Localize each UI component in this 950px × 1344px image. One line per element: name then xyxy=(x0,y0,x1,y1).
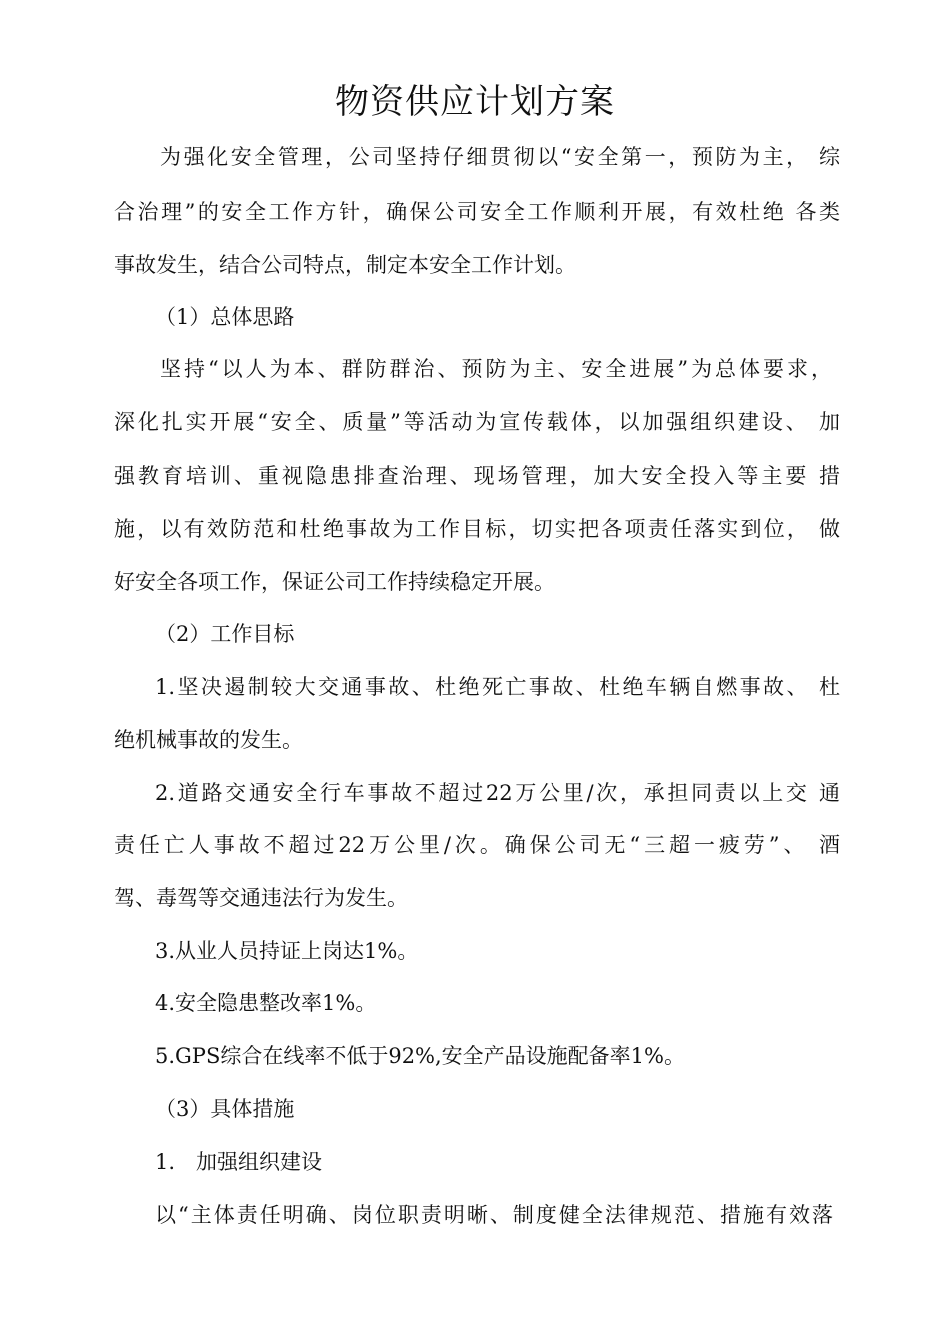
paragraph-line: 施，以有效防范和杜绝事故为工作目标，切实把各项责任落实到位， 做 xyxy=(114,517,840,541)
section-heading: （2）工作目标 xyxy=(155,622,295,646)
paragraph-line: 好安全各项工作，保证公司工作持续稳定开展。 xyxy=(114,570,555,594)
paragraph-line: 5.GPS综合在线率不低于92%,安全产品设施配备率1%。 xyxy=(155,1044,685,1068)
paragraph-line: 2.道路交通安全行车事故不超过22万公里/次，承担同责以上交 通 xyxy=(155,781,840,805)
paragraph-line: 责任亡人事故不超过22万公里/次。确保公司无“三超一疲劳”、 酒 xyxy=(114,833,840,857)
document-title: 物资供应计划方案 xyxy=(335,82,615,122)
paragraph-line: 4.安全隐患整改率1%。 xyxy=(155,991,377,1015)
paragraph-line: 3.从业人员持证上岗达1%。 xyxy=(155,939,419,963)
paragraph-line: 坚持“以人为本、群防群治、预防为主、安全进展”为总体要求， xyxy=(160,357,832,381)
paragraph-line: 以“主体责任明确、岗位职责明晰、制度健全法律规范、措施有效落 xyxy=(155,1203,833,1227)
paragraph-line: 深化扎实开展“安全、质量”等活动为宣传载体，以加强组织建设、 加 xyxy=(114,410,840,434)
paragraph-line: 事故发生，结合公司特点，制定本安全工作计划。 xyxy=(114,253,576,277)
paragraph-line: 驾、毒驾等交通违法行为发生。 xyxy=(114,886,408,910)
paragraph-line: 1.坚决遏制较大交通事故、杜绝死亡事故、杜绝车辆自燃事故、 杜 xyxy=(155,675,840,699)
paragraph-line: 绝机械事故的发生。 xyxy=(114,728,303,752)
section-heading: （3）具体措施 xyxy=(155,1097,295,1121)
paragraph-line: 为强化安全管理，公司坚持仔细贯彻以“安全第一，预防为主， 综 xyxy=(160,145,840,169)
subsection-heading: 1. 加强组织建设 xyxy=(155,1150,323,1174)
paragraph-line: 合治理”的安全工作方针，确保公司安全工作顺利开展，有效杜绝 各类 xyxy=(114,200,840,224)
section-heading: （1）总体思路 xyxy=(155,305,295,329)
paragraph-line: 强教育培训、重视隐患排查治理、现场管理，加大安全投入等主要 措 xyxy=(114,464,840,488)
